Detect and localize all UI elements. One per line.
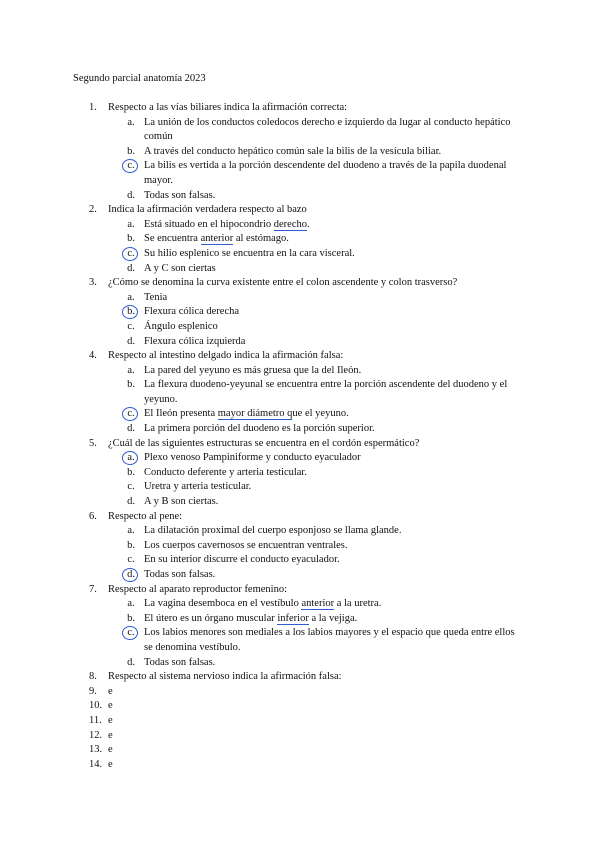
question-list xyxy=(0,101,600,772)
question-text: Indica la afirmación verdadera respecto al bazo xyxy=(108,204,307,216)
placeholder-item-9 xyxy=(0,685,600,700)
option-q3-c xyxy=(0,320,600,335)
question-6 xyxy=(0,510,600,525)
underlined-text: inferior xyxy=(277,612,309,624)
option-text: Todas son falsas. xyxy=(144,656,216,668)
option-letter: b. xyxy=(127,539,135,551)
option-q4-b xyxy=(0,378,600,407)
option-q1-b xyxy=(0,145,600,160)
option-text-post: . xyxy=(307,218,310,230)
options-q5 xyxy=(0,451,600,509)
options-q6 xyxy=(0,524,600,582)
options-q2 xyxy=(0,218,600,276)
options-q3 xyxy=(0,291,600,349)
circled-answer-mark: d. xyxy=(122,568,140,583)
question-text: ¿Cuál de las siguientes estructuras se encuentra en el cordón espermático? xyxy=(108,437,420,449)
option-text: La dilatación proximal del cuerpo esponjoso se llama glande. xyxy=(144,525,402,537)
option-text-pre: El Ileón presenta xyxy=(144,408,218,420)
option-letter: d. xyxy=(127,656,135,668)
option-text-post: ue el yeyuno. xyxy=(292,408,349,420)
option-q5-b xyxy=(0,466,600,481)
option-text: Flexura cólica izquierda xyxy=(144,335,246,347)
option-letter: d. xyxy=(127,423,135,435)
option-text-post: a la uretra. xyxy=(334,598,382,610)
question-8 xyxy=(0,670,600,685)
circled-answer-mark: b. xyxy=(122,305,140,320)
question-number: 1. xyxy=(89,102,97,113)
placeholder-item-14 xyxy=(0,758,600,773)
question-number: 3. xyxy=(89,277,97,289)
question-7 xyxy=(0,583,600,598)
option-q3-a xyxy=(0,291,600,306)
question-number: 2. xyxy=(89,204,97,216)
item-number: 12. xyxy=(89,729,103,741)
option-q1-a xyxy=(0,116,600,145)
option-letter: a. xyxy=(127,218,135,230)
option-q6-d xyxy=(0,568,600,583)
question-number: 4. xyxy=(89,350,97,362)
option-text-pre: La vagina desemboca en el vestíbulo xyxy=(144,598,302,610)
question-1 xyxy=(0,101,600,116)
circled-answer-mark: c. xyxy=(122,626,140,641)
placeholder-item-10 xyxy=(0,699,600,714)
option-text: Uretra y arteria testicular. xyxy=(144,481,252,493)
option-letter: b. xyxy=(127,233,135,245)
item-number: 13. xyxy=(89,744,103,756)
item-text: e xyxy=(108,758,113,770)
options-q1 xyxy=(0,116,600,204)
option-text: La flexura duodeno-yeyunal se encuentra entre la porción ascendente del duodeno y el yeyuno. xyxy=(144,379,508,405)
item-number: 11. xyxy=(89,714,102,726)
option-q4-c xyxy=(0,407,600,422)
option-text: En su interior discurre el conducto eyaculador. xyxy=(144,554,340,566)
option-text-pre: Está situado en el hipocondrio xyxy=(144,218,274,230)
option-q2-a xyxy=(0,218,600,233)
placeholder-item-11 xyxy=(0,714,600,729)
question-text: Respecto al sistema nervioso indica la afirmación falsa: xyxy=(108,671,342,683)
option-letter: a. xyxy=(127,291,135,303)
option-letter: d. xyxy=(127,335,135,347)
circled-answer-mark: c. xyxy=(122,159,140,174)
option-text-pre: El útero es un órgano muscular xyxy=(144,612,278,624)
item-text: e xyxy=(108,685,113,697)
option-text: Ángulo esplenico xyxy=(144,320,218,332)
underlined-text: anterior xyxy=(301,598,335,610)
option-q1-d xyxy=(0,189,600,204)
option-text: Los cuerpos cavernosos se encuentran ventrales. xyxy=(144,539,348,551)
option-letter: b. xyxy=(127,612,135,624)
option-q6-c xyxy=(0,553,600,568)
option-text: Los labios menores son mediales a los labios mayores y el espacio que queda entre ellos se denomina vestíbulo. xyxy=(144,627,515,653)
question-5 xyxy=(0,437,600,452)
placeholder-item-12 xyxy=(0,729,600,744)
option-text-pre: Se encuentra xyxy=(144,233,201,245)
option-text: Conducto deferente y arteria testicular. xyxy=(144,466,307,478)
document-title: Segundo parcial anatomía 2023 xyxy=(73,73,206,84)
option-q6-a xyxy=(0,524,600,539)
option-letter: a. xyxy=(127,364,135,376)
question-text: ¿Cómo se denomina la curva existente entre el colon ascendente y colon trasverso? xyxy=(108,277,458,289)
option-text: La pared del yeyuno es más gruesa que la del Ileón. xyxy=(144,364,362,376)
question-text: Respecto al pene: xyxy=(108,510,183,522)
question-number: 7. xyxy=(89,583,97,595)
option-q7-c xyxy=(0,626,600,655)
option-q3-d xyxy=(0,335,600,350)
option-text: La unión de los conductos coledocos derecho e izquierdo da lugar al conducto hepático común xyxy=(144,116,511,143)
question-3 xyxy=(0,276,600,291)
option-letter: b. xyxy=(127,466,135,478)
option-q2-b xyxy=(0,232,600,247)
options-q7 xyxy=(0,597,600,670)
option-text-post: al estómago. xyxy=(233,233,289,245)
placeholder-item-13 xyxy=(0,743,600,758)
option-letter: d. xyxy=(127,496,135,508)
option-text: Tenia xyxy=(144,291,168,303)
option-text: A y C son ciertas xyxy=(144,262,216,274)
option-letter: c. xyxy=(127,481,135,493)
option-text: Flexura cólica derecha xyxy=(144,306,240,318)
question-2 xyxy=(0,203,600,218)
option-text: Todas son falsas. xyxy=(144,569,216,580)
question-number: 8. xyxy=(89,671,97,683)
option-letter: a. xyxy=(127,116,135,128)
question-number: 5. xyxy=(89,437,97,449)
question-4 xyxy=(0,349,600,364)
option-letter: b. xyxy=(127,379,135,391)
option-text: Todas son falsas. xyxy=(144,189,216,201)
option-q7-a xyxy=(0,597,600,612)
option-q5-a xyxy=(0,451,600,466)
option-letter: a. xyxy=(127,525,135,537)
option-text: Plexo venoso Pampiniforme y conducto eyaculador xyxy=(144,452,361,464)
question-text: Respecto a las vías biliares indica la afirmación correcta: xyxy=(108,102,348,113)
option-letter: d. xyxy=(127,262,135,274)
item-text: e xyxy=(108,700,113,712)
option-q1-c xyxy=(0,159,600,188)
option-letter: d. xyxy=(127,189,135,201)
option-q3-b xyxy=(0,305,600,320)
option-q2-c xyxy=(0,247,600,262)
option-text-post: a la vejiga. xyxy=(308,612,358,624)
question-text: Respecto al intestino delgado indica la afirmación falsa: xyxy=(108,350,344,362)
option-q7-b xyxy=(0,612,600,627)
option-q4-a xyxy=(0,364,600,379)
underlined-text: anterior xyxy=(200,233,234,245)
option-text: A y B son ciertas. xyxy=(144,496,219,508)
underlined-text: derecho xyxy=(273,218,307,230)
item-text: e xyxy=(108,729,113,741)
circled-answer-mark: a. xyxy=(122,451,140,466)
option-letter: c. xyxy=(127,554,135,566)
item-number: 10. xyxy=(89,700,103,712)
option-q6-b xyxy=(0,539,600,554)
option-letter: b. xyxy=(127,145,135,157)
option-letter: c. xyxy=(127,320,135,332)
option-q4-d xyxy=(0,422,600,437)
circled-answer-mark: c. xyxy=(122,247,140,262)
option-text: La primera porción del duodeno es la porción superior. xyxy=(144,423,375,435)
option-q5-c xyxy=(0,480,600,495)
underlined-text: mayor diámetro q xyxy=(217,408,293,420)
option-text: A través del conducto hepático común sale la bilis de la vesícula biliar. xyxy=(144,145,442,157)
option-q7-d xyxy=(0,656,600,671)
option-text: Su hilio esplenico se encuentra en la cara visceral. xyxy=(144,247,355,259)
question-text: Respecto al aparato reproductor femenino: xyxy=(108,583,288,595)
item-text: e xyxy=(108,714,113,726)
circled-answer-mark: c. xyxy=(122,407,140,422)
option-text: La bilis es vertida a la porción descendente del duodeno a través de la papila duodenal mayor. xyxy=(144,160,507,186)
option-q5-d xyxy=(0,495,600,510)
option-q2-d xyxy=(0,262,600,277)
item-number: 14. xyxy=(89,758,103,770)
option-letter: a. xyxy=(127,598,135,610)
item-number: 9. xyxy=(89,685,97,697)
item-text: e xyxy=(108,744,113,756)
options-q4 xyxy=(0,364,600,437)
question-number: 6. xyxy=(89,510,97,522)
